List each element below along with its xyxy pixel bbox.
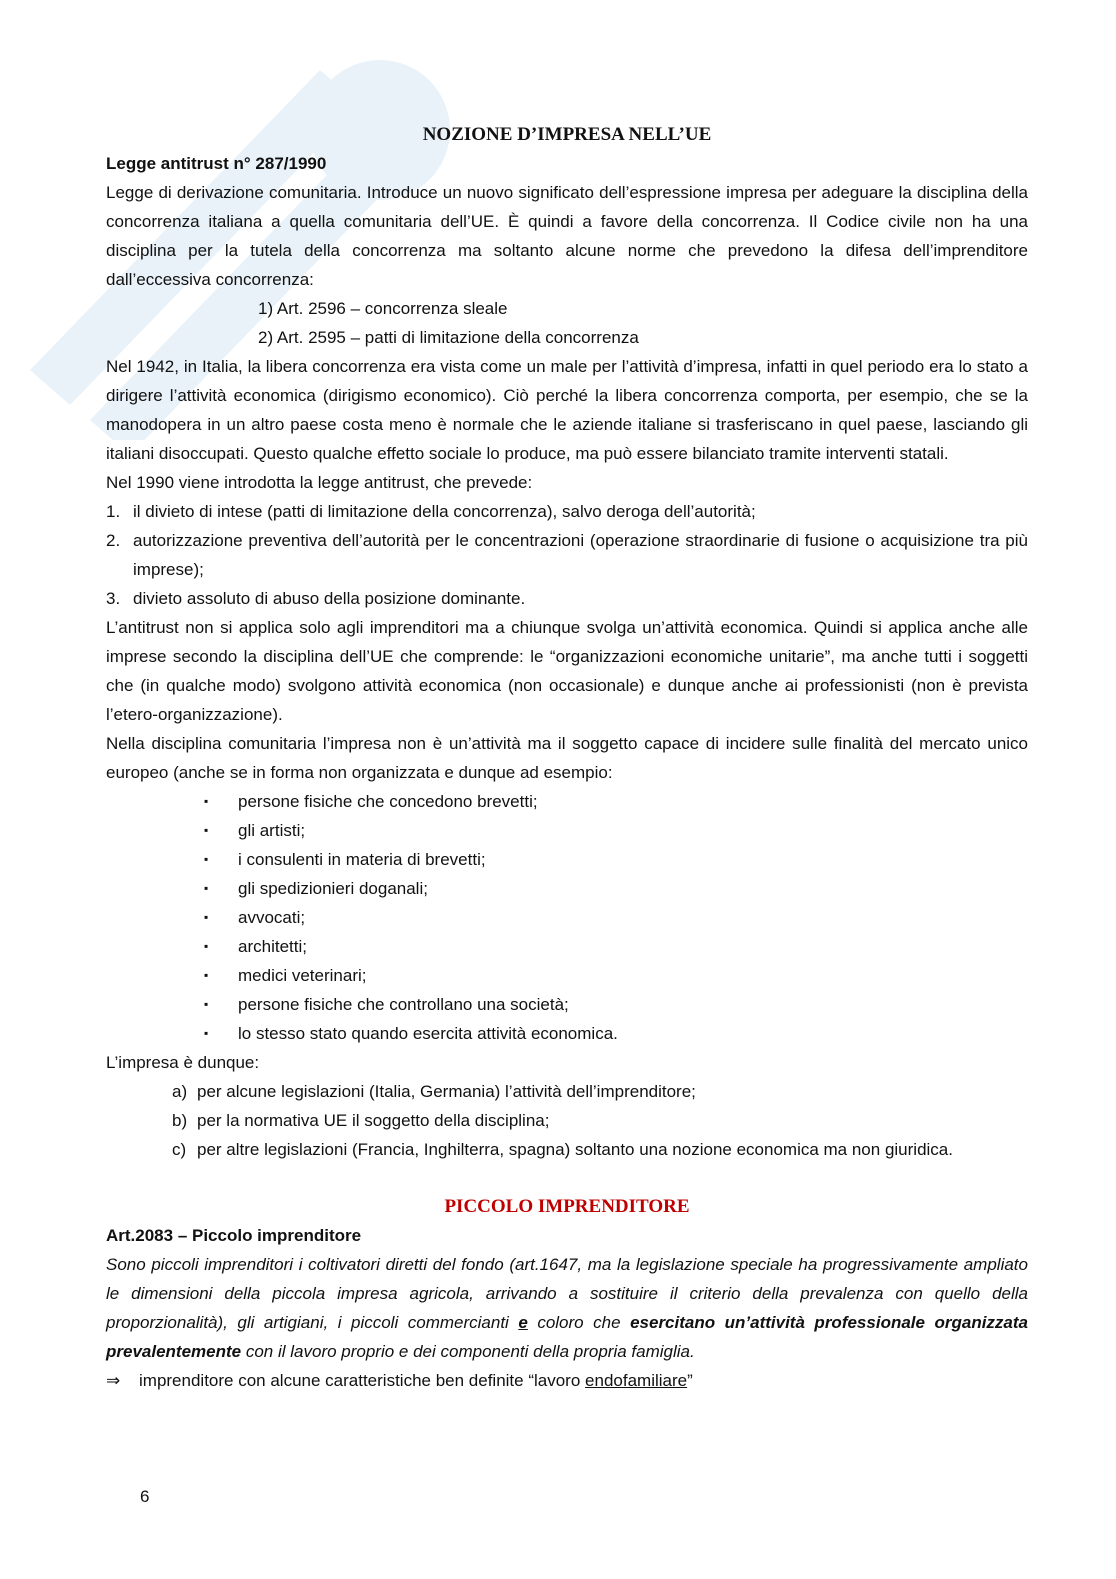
- list-item: 3. divieto assoluto di abuso della posizione dominante.: [106, 589, 526, 608]
- bullet-icon: ▪: [204, 794, 209, 808]
- paragraph-1942: Nel 1942, in Italia, la libera concorrenza era vista come un male per l’attività d’impresa, infatti in quel periodo era lo stato a dirigere l’attività economica (dirigismo economico). Ciò perché la libera concorrenza comporta, per esempio, che se la manodopera in un altro paese costa meno è normale che le aziende italiane si trasferiscano in quel paese, lasciando gli italiani disoccupati. Questo qualche effetto sociale lo produce, ma può essere bilanciato tramite interventi statali.: [106, 357, 1028, 463]
- list-item: ▪ medici veterinari;: [204, 961, 1028, 990]
- definitions-list: [106, 1077, 1028, 1164]
- section-title-piccolo: PICCOLO IMPRENDITORE: [444, 1196, 690, 1217]
- document-page: [106, 120, 1028, 1395]
- list-item: ▪ persone fisiche che controllano una società;: [204, 990, 1028, 1019]
- bullet-icon: ▪: [204, 968, 209, 982]
- conclusion-line: ⇒ imprenditore con alcune caratteristiche ben definite “lavoro endofamiliare”: [106, 1366, 1028, 1395]
- list-item: c) per altre legislazioni (Francia, Inghilterra, spagna) soltanto una nozione economica ma non giuridica.: [172, 1140, 953, 1159]
- examples-list: [106, 787, 1028, 1048]
- list-item: ▪ i consulenti in materia di brevetti;: [204, 845, 1028, 874]
- paragraph-1990: Nel 1990 viene introdotta la legge antitrust, che prevede:: [106, 473, 533, 492]
- list-item: ▪ avvocati;: [204, 903, 1028, 932]
- paragraph-dunque: L’impresa è dunque:: [106, 1053, 260, 1072]
- intro-paragraph: Legge di derivazione comunitaria. Introduce un nuovo significato dell’espressione impresa per adeguare la disciplina della concorrenza italiana a quella comunitaria dell’UE. È quindi a favore della concorrenza. Il Codice civile non ha una disciplina per la tutela della concorrenza ma soltanto alcune norme che prevedono la difesa dell’imprenditore dall’eccessiva concorrenza:: [106, 183, 1028, 289]
- law-heading: Legge antitrust n° 287/1990: [106, 154, 327, 173]
- bullet-icon: ▪: [204, 939, 209, 953]
- bullet-icon: ▪: [204, 1026, 209, 1040]
- list-item: ▪ persone fisiche che concedono brevetti;: [204, 787, 1028, 816]
- list-item: a) per alcune legislazioni (Italia, Germania) l’attività dell’imprenditore;: [172, 1082, 696, 1101]
- article-quote: Sono piccoli imprenditori i coltivatori diretti del fondo (art.1647, ma la legislazione speciale ha progressivamente ampliato le dimensioni della piccola impresa agricola, arrivando a sostituire il criterio della prevalenza con quello della proporzionalità), gli artigiani, i piccoli commercianti e coloro che esercitano un’attività professionale organizzata prevalentemente con il lavoro proprio e dei componenti della propria famiglia.: [106, 1255, 1028, 1361]
- article-heading: Art.2083 – Piccolo imprenditore: [106, 1226, 362, 1245]
- arrow-right-icon: ⇒: [106, 1371, 121, 1390]
- article-item: 2) Art. 2595 – patti di limitazione della concorrenza: [258, 328, 639, 347]
- list-item: ▪ lo stesso stato quando esercita attività economica.: [204, 1019, 1028, 1048]
- list-item: 1. il divieto di intese (patti di limitazione della concorrenza), salvo deroga dell’autorità;: [106, 502, 756, 521]
- bullet-icon: ▪: [204, 910, 209, 924]
- list-item: ▪ gli artisti;: [204, 816, 1028, 845]
- paragraph-comunitaria: Nella disciplina comunitaria l’impresa non è un’attività ma il soggetto capace di incidere sulle finalità del mercato unico europeo (anche se in forma non organizzata e dunque ad esempio:: [106, 734, 1028, 782]
- page-number: 6: [140, 1487, 150, 1506]
- bullet-icon: ▪: [204, 997, 209, 1011]
- section-title-nozione: NOZIONE D’IMPRESA NELL’UE: [422, 124, 712, 145]
- provisions-list: [106, 497, 1028, 613]
- list-item: 2. autorizzazione preventiva dell’autorità per le concentrazioni (operazione straordinarie di fusione o acquisizione tra più imprese);: [106, 531, 1028, 579]
- bullet-icon: ▪: [204, 823, 209, 837]
- bullet-icon: ▪: [204, 852, 209, 866]
- list-item: b) per la normativa UE il soggetto della disciplina;: [172, 1111, 550, 1130]
- list-item: ▪ gli spedizionieri doganali;: [204, 874, 1028, 903]
- paragraph-applica: L’antitrust non si applica solo agli imprenditori ma a chiunque svolga un’attività economica. Quindi si applica anche alle imprese secondo la disciplina dell’UE che comprende: le “organizzazioni economiche unitarie”, ma anche tutti i soggetti che (in qualche modo) svolgono attività economica (non occasionale) e dunque anche ai professionisti (non è prevista l’etero-organizzazione).: [106, 618, 1028, 724]
- bullet-icon: ▪: [204, 881, 209, 895]
- list-item: ▪ architetti;: [204, 932, 1028, 961]
- article-item: 1) Art. 2596 – concorrenza sleale: [258, 299, 508, 318]
